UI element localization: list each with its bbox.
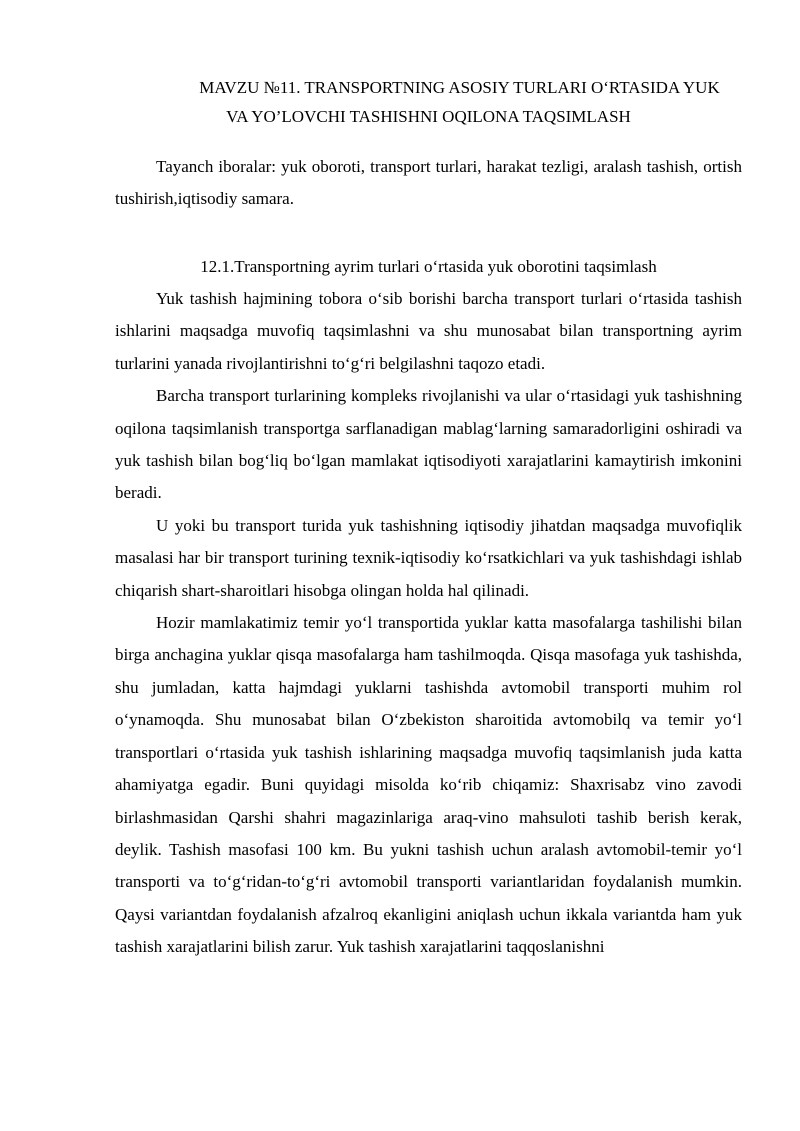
body-paragraph-2: Barcha transport turlarining kompleks rivojlanishi va ular o‘rtasidagi yuk tashishning oqilona taqsimlanish transportga sarflanadigan mablag‘larning samaradorligini oshiradi va yuk tashish bilan bog‘liq bo‘lgan mamlakat iqtisodiyoti xarajatlarini kamaytirish imkonini beradi. (115, 386, 742, 503)
body-paragraph-3: U yoki bu transport turida yuk tashishning iqtisodiy jihatdan maqsadga muvofiqlik masalasi har bir transport turining texnik-iqtisodiy ko‘rsatkichlari va yuk tashishdagi ishlab chiqarish shart-sharoitlari hisobga olingan holda hal qilinadi. (115, 515, 742, 600)
keywords-paragraph: Tayanch iboralar: yuk oboroti, transport turlari, harakat tezligi, aralash tashish, ortish tushirish,iqtisodiy samara. (115, 157, 742, 209)
body-paragraph-4: Hozir mamlakatimiz temir yo‘l transportida yuklar katta masofalarga tashilishi bilan birga anchagina yuklar qisqa masofalarga ham tashilmoqda. Qisqa masofaga yuk tashishda, shu jumladan, katta hajmdagi yuklarni tashishda avtomobil transporti muhim rol o‘ynamoqda. Shu munosabat bilan O‘zbekiston sharoitida avtomobilq va temir yo‘l transportlari o‘rtasida yuk tashish ishlarining maqsadga muvofiq taqsimlanish juda katta ahamiyatga egadir. Buni quyidagi misolda ko‘rib chiqamiz: Shaxrisabz vino zavodi birlashmasidan Qarshi shahri magazinlariga araq-vino mahsuloti tashib berish kerak, deylik. Tashish masofasi 100 km. Bu yukni tashish uchun aralash avtomobil-temir yo‘l transporti va to‘g‘ridan-to‘g‘ri avtomobil transporti variantlaridan foydalanish mumkin. Qaysi variantdan foydalanish afzalroq ekanligini aniqlash uchun ikkala variantda ham yuk tashish xarajatlarini bilish zarur. Yuk tashish xarajatlarini taqqoslanishni (115, 613, 742, 957)
document-title (115, 73, 742, 131)
body-content (115, 283, 742, 964)
body-paragraph-1: Yuk tashish hajmining tobora o‘sib borishi barcha transport turlari o‘rtasida tashish ishlarini maqsadga muvofiq taqsimlashni va shu munosabat bilan transportning ayrim turlarini yanada rivojlantirishni to‘g‘ri belgilashni taqozo etadi. (115, 289, 742, 373)
title-line-2: VA YO’LOVCHI TASHISHNI OQILONA TAQSIMLASH (226, 107, 631, 126)
section-heading: 12.1.Transportning ayrim turlari o‘rtasida yuk oborotini taqsimlash (200, 257, 657, 276)
title-line-1: MAVZU №11. TRANSPORTNING ASOSIY TURLARI O‘RTASIDA YUK (199, 78, 720, 97)
